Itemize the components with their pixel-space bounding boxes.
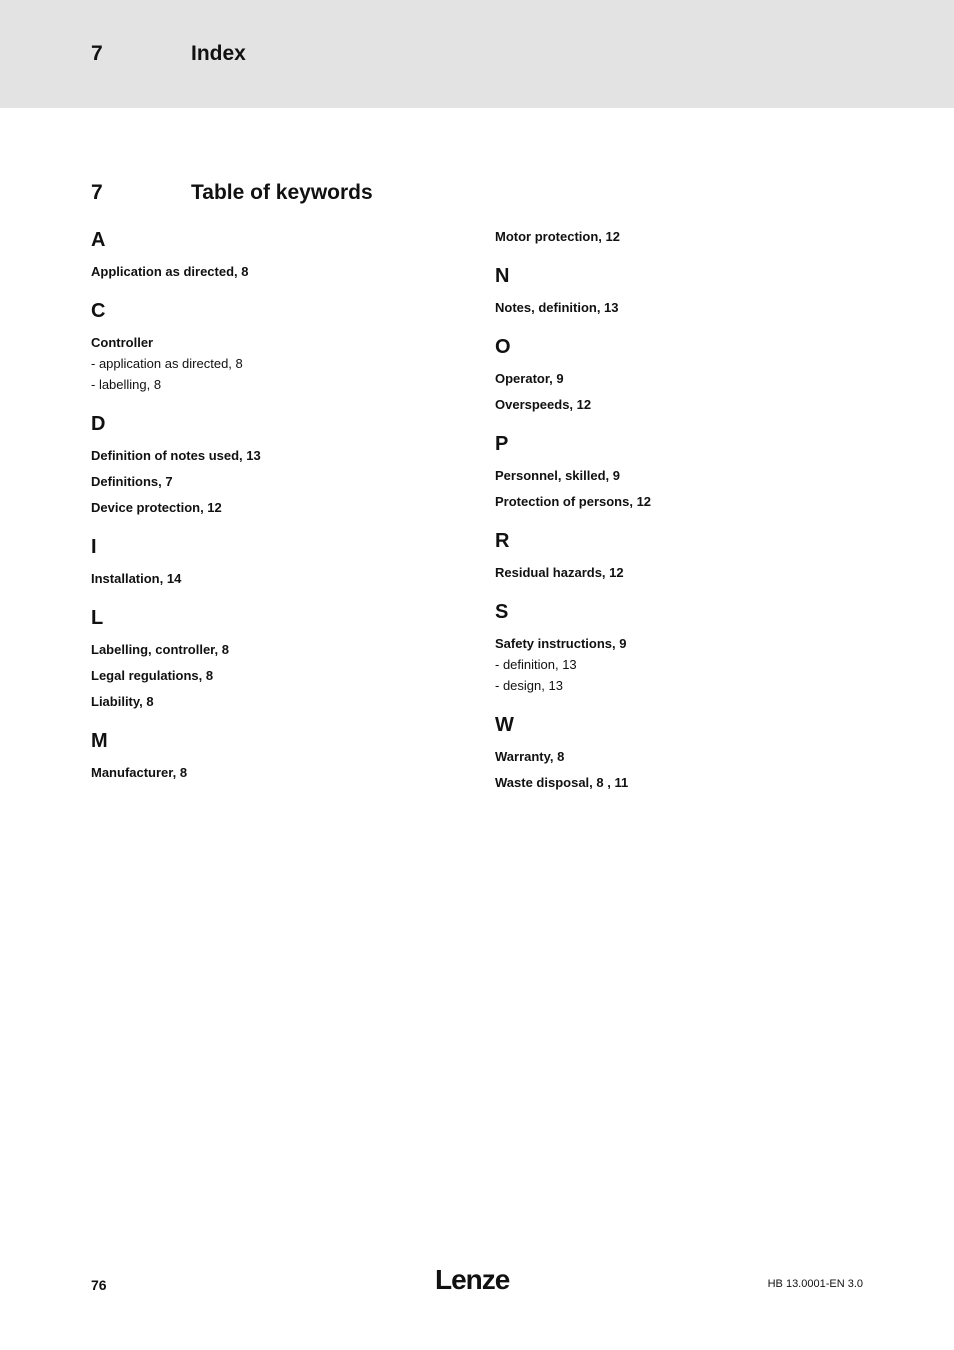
index-entry[interactable]: Personnel, skilled, 9 [495,468,620,483]
index-letter: D [91,413,106,435]
index-subentry[interactable]: - application as directed, 8 [91,356,243,371]
index-entry[interactable]: Application as directed, 8 [91,264,249,279]
index-group-l [91,604,471,710]
index-entry[interactable]: Definition of notes used, 13 [91,448,261,463]
document-reference: HB 13.0001-EN 3.0 [767,1278,863,1290]
index-subentry[interactable]: - definition, 13 [495,657,577,672]
lenze-logo-icon [435,1264,515,1294]
index-entry[interactable]: Legal regulations, 8 [91,668,214,683]
index-letter: L [91,607,104,629]
index-letter: C [91,300,106,322]
section-title: Table of keywords [191,181,373,204]
index-letter: M [91,730,108,752]
chapter-number: 7 [91,42,103,65]
index-group-w [495,711,875,791]
index-entry[interactable]: Controller [91,335,154,350]
index-group-p [495,430,875,510]
index-entry[interactable]: Device protection, 12 [91,500,222,515]
index-entry[interactable]: Waste disposal, 8 , 11 [495,775,629,790]
index-group-s [495,598,875,694]
index-group-c [91,297,471,393]
index-subentry[interactable]: - labelling, 8 [91,377,162,392]
header-band [0,0,954,108]
index-group-o [495,333,875,413]
index-subentry[interactable]: - design, 13 [495,678,563,693]
index-entry[interactable]: Protection of persons, 12 [495,494,652,509]
page-number: 76 [91,1277,107,1293]
index-group-a [91,226,471,280]
index-group-n [495,262,875,316]
index-letter: I [91,536,97,558]
index-letter: W [495,714,514,736]
index-letter: P [495,433,509,455]
lenze-logo-text: Lenze [435,1264,510,1294]
section-number: 7 [91,181,103,204]
index-entry[interactable]: Overspeeds, 12 [495,397,592,412]
chapter-title: Index [191,42,246,65]
index-letter: A [91,229,106,251]
lenze-logo [435,1264,515,1299]
index-entry[interactable]: Definitions, 7 [91,474,173,489]
index-entry-continued[interactable]: Motor protection, 12 [495,229,620,244]
index-letter: N [495,265,510,287]
index-letter: R [495,530,510,552]
index-entry[interactable]: Operator, 9 [495,371,564,386]
index-column-left [91,226,471,798]
index-letter: S [495,601,509,623]
index-entry[interactable]: Labelling, controller, 8 [91,642,229,657]
index-entry[interactable]: Liability, 8 [91,694,154,709]
index-group-d [91,410,471,516]
index-column-right [495,226,875,808]
index-entry[interactable]: Residual hazards, 12 [495,565,624,580]
index-group-i [91,533,471,587]
index-entry[interactable]: Installation, 14 [91,571,182,586]
index-entry[interactable]: Warranty, 8 [495,749,565,764]
index-entry[interactable]: Notes, definition, 13 [495,300,619,315]
index-entry[interactable]: Safety instructions, 9 [495,636,627,651]
index-entry[interactable]: Manufacturer, 8 [91,765,188,780]
index-group-m [91,727,471,781]
index-letter: O [495,336,511,358]
index-group-r [495,527,875,581]
